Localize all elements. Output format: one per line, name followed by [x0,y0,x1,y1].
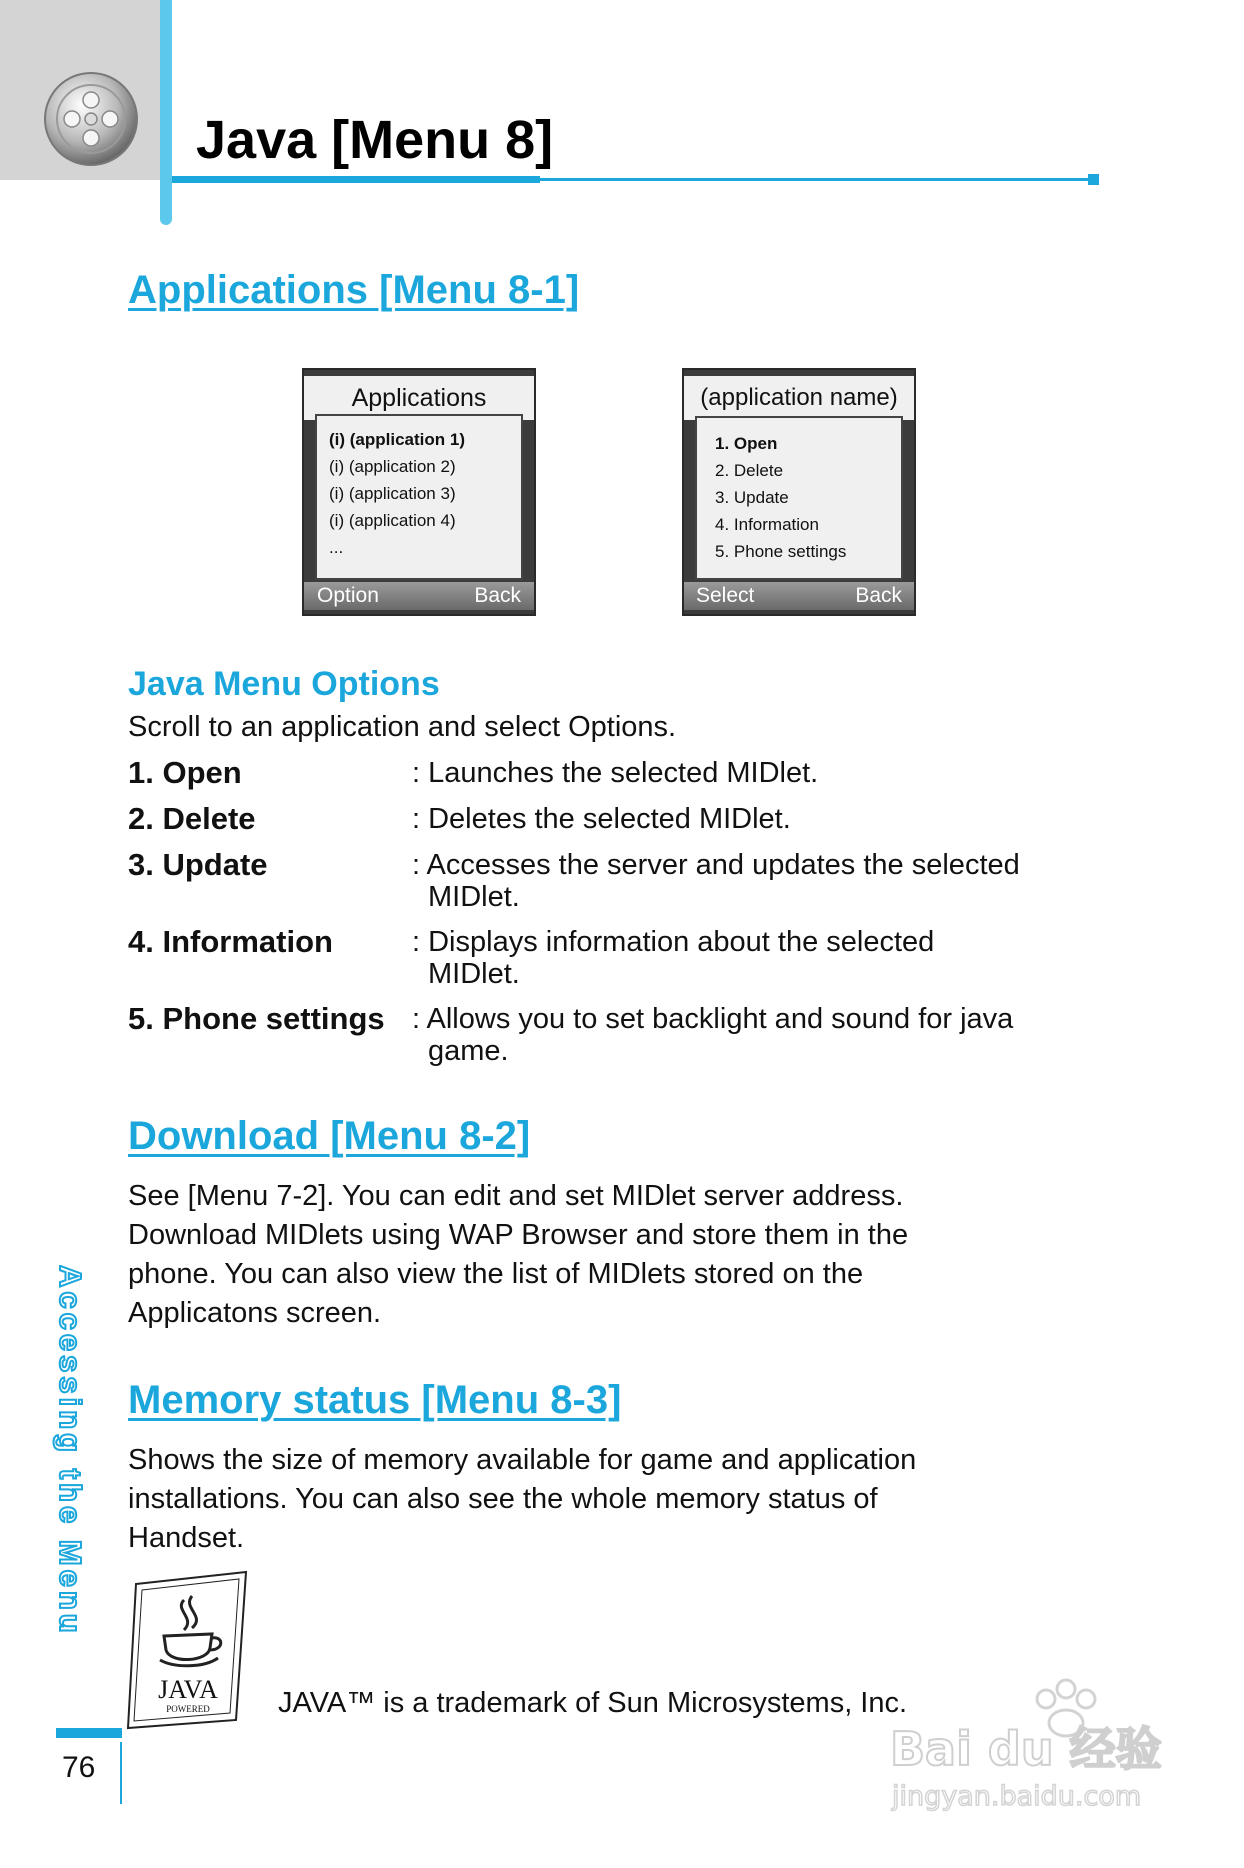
option-desc-update: : Accesses the server and updates the selected [412,849,1020,881]
softkey-right: Back [474,584,521,607]
list-item: (i) (application 2) [329,457,456,476]
section-heading-applications: Applications [Menu 8-1] [128,268,580,312]
option-desc-update-cont: MIDlet. [428,881,520,913]
text-line: Handset. [128,1522,245,1554]
list-item: ... [329,538,344,557]
phone-screen-title: (application name) [684,376,914,420]
menu-joystick-icon [42,70,140,168]
list-item: 3. Update [715,488,789,507]
option-label-delete: 2. Delete [128,801,256,836]
header-vertical-bar [160,0,172,225]
softkey-bar [304,582,534,610]
watermark-text: Bai du 经验 [890,1722,1162,1776]
text-line: Applicatons screen. [128,1297,382,1329]
java-logo-wordmark: JAVA [158,1675,218,1704]
section-heading-download: Download [Menu 8-2] [128,1114,531,1158]
list-item: 2. Delete [715,461,784,480]
memory-paragraph [128,1441,916,1558]
subheading-java-menu-options: Java Menu Options [128,665,440,703]
side-tab-text: Accessing the Menu [53,1265,88,1637]
softkey-right: Back [855,584,902,607]
option-desc-phone-settings-cont: game. [428,1035,509,1067]
softkey-left: Select [696,584,755,607]
java-powered-logo [126,1570,252,1732]
header-rule-thick [172,176,540,183]
option-desc-delete: : Deletes the selected MIDlet. [412,803,791,835]
option-desc-open: : Launches the selected MIDlet. [412,757,819,789]
phone-screen-application-menu [682,368,916,616]
footer-accent-line [120,1742,122,1804]
list-item: 4. Information [715,515,819,534]
softkey-left: Option [317,584,379,607]
softkey-bar [684,582,914,610]
option-label-open: 1. Open [128,755,242,790]
list-item: (i) (application 3) [329,484,456,503]
option-label-phone-settings: 5. Phone settings [128,1001,385,1036]
text-line: See [Menu 7-2]. You can edit and set MIDlet server address. [128,1180,904,1212]
phone-screen-list [315,414,523,580]
page-number: 76 [62,1751,96,1784]
list-item: (i) (application 4) [329,511,456,530]
option-desc-information-cont: MIDlet. [428,958,520,990]
header-rule-end-square [1088,174,1099,185]
option-label-information: 4. Information [128,924,333,959]
page-title: Java [Menu 8] [196,110,554,170]
list-item: 1. Open [715,434,778,453]
side-tab-label [52,1265,94,1725]
watermark-url: jingyan.baidu.com [892,1781,1142,1812]
phone-screen-applications [302,368,536,616]
phone-screen-list [695,416,903,580]
text-line: Shows the size of memory available for game and application [128,1444,917,1476]
option-desc-information: : Displays information about the selected [412,926,935,958]
footer-accent-bar [56,1728,122,1738]
download-paragraph [128,1177,908,1333]
section-heading-memory-status: Memory status [Menu 8-3] [128,1378,622,1422]
option-label-update: 3. Update [128,847,268,882]
option-desc-phone-settings: : Allows you to set backlight and sound for java [412,1003,1014,1035]
baidu-watermark [870,1665,1170,1815]
trademark-note: JAVA™ is a trademark of Sun Microsystems, Inc. [278,1687,908,1719]
text-line: phone. You can also view the list of MIDlets stored on the [128,1258,864,1290]
list-item: 5. Phone settings [715,542,847,561]
phone-screen-title: Applications [304,376,534,420]
text-line: Download MIDlets using WAP Browser and store them in the [128,1219,909,1251]
java-logo-powered: POWERED [166,1704,210,1714]
options-intro: Scroll to an application and select Options. [128,711,677,743]
text-line: installations. You can also see the whole memory status of [128,1483,878,1515]
list-item: (i) (application 1) [329,430,465,449]
